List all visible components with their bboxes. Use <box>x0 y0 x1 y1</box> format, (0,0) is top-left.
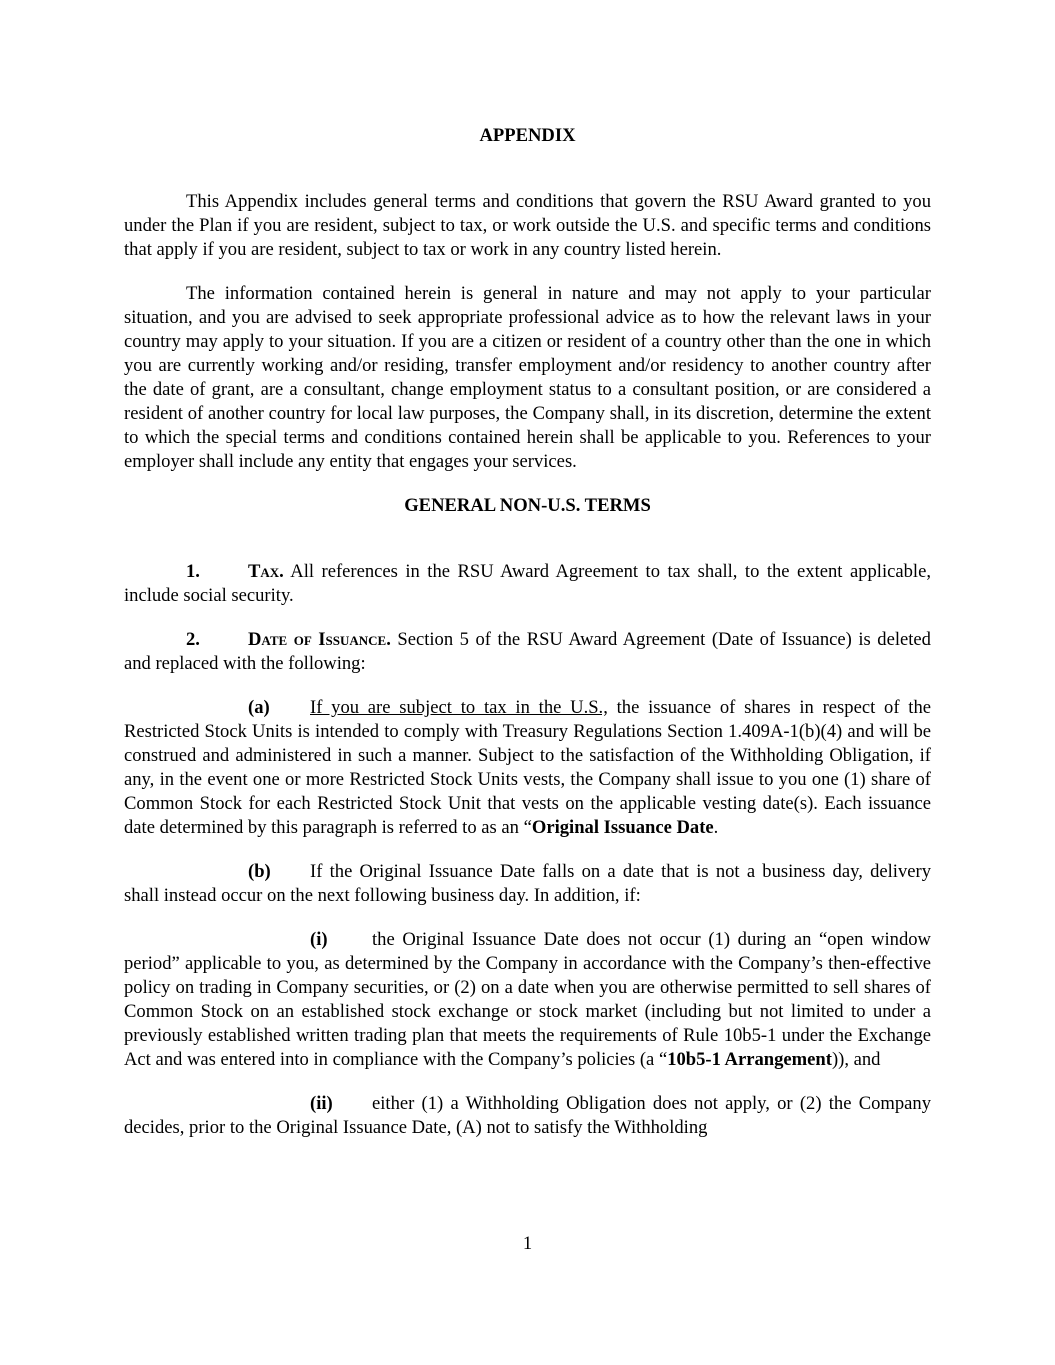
clause-a-text: the issuance of shares in respect of the Restricted Stock Units is intended to comply with Treasury Regulations Section 1.409A-1(b)(4) and will be construed and administered in such a manner. Subject to the satisfaction of the Withholding Obligation, if any, in the event one or more Restricted Stock Units vests, the Company shall issue to you one (1) share of Common Stock for each Restricted Stock Unit that vests on the applicable vesting date(s). Each issuance date determined by this paragraph is referred to as an “ <box>124 697 931 838</box>
section-2-paragraph <box>124 628 931 676</box>
section-1-paragraph <box>124 560 931 608</box>
clause-a-defined-term: Original Issuance Date <box>531 817 714 838</box>
clause-a-paragraph <box>124 696 931 840</box>
section-2-text: Section 5 of the RSU Award Agreement (Date of Issuance) is deleted and replaced with the following: <box>124 629 931 674</box>
page-title: APPENDIX <box>479 125 576 146</box>
section-1-number: 1. <box>186 561 200 582</box>
clause-i-label: (i) <box>310 929 328 950</box>
intro-paragraph-1: This Appendix includes general terms and conditions that govern the RSU Award granted to you under the Plan if you are resident, subject to tax, or work outside the U.S. and specific terms and conditions that apply if you are resident, subject to tax or work in any country listed herein. <box>124 191 931 260</box>
document-page <box>124 124 931 1140</box>
clause-b-paragraph <box>124 860 931 908</box>
section-2-number: 2. <box>186 629 200 650</box>
section-1-text: All references in the RSU Award Agreement to tax shall, to the extent applicable, include social security. <box>124 561 931 606</box>
clause-a-underlined: If you are subject to tax in the U.S., <box>310 697 608 718</box>
section-heading: GENERAL NON-U.S. TERMS <box>404 495 651 516</box>
clause-i-end: )), and <box>831 1049 881 1070</box>
clause-b-label: (b) <box>248 861 271 882</box>
clause-i-text: the Original Issuance Date does not occur (1) during an “open window period” applicable to you, as determined by the Company in accordance with the Company’s then-effective policy on trading in Company securities, or (2) on a date when you are otherwise permitted to sell shares of Common Stock on an established stock exchange or stock market (including but not limited to under a previously established written trading plan that meets the requirements of Rule 10b5-1 under the Exchange Act and was entered into in compliance with the Company’s policies (a “ <box>124 929 931 1070</box>
clause-ii-text: either (1) a Withholding Obligation does not apply, or (2) the Company decides, prior to the Original Issuance Date, (A) not to satisfy the Withholding <box>124 1093 931 1138</box>
clause-a-label: (a) <box>248 697 270 718</box>
clause-i-defined-term: 10b5-1 Arrangement <box>667 1049 832 1070</box>
clause-ii-label: (ii) <box>310 1093 333 1114</box>
clause-ii-paragraph <box>124 1092 931 1140</box>
page-number: 1 <box>522 1233 533 1254</box>
section-2-title: Date of Issuance. <box>248 629 391 650</box>
clause-b-text: If the Original Issuance Date falls on a date that is not a business day, delivery shall instead occur on the next following business day. In addition, if: <box>124 861 931 906</box>
clause-a-end: . <box>713 817 719 838</box>
clause-i-paragraph <box>124 928 931 1072</box>
intro-paragraph-2: The information contained herein is general in nature and may not apply to your particular situation, and you are advised to seek appropriate professional advice as to how the relevant laws in your country may apply to your situation. If you are a citizen or resident of a country other than the one in which you are currently working and/or residing, transfer employment and/or residency to another country after the date of grant, are a consultant, change employment status to a consultant position, or are considered a resident of another country for local law purposes, the Company shall, in its discretion, determine the extent to which the special terms and conditions contained herein shall be applicable to you. References to your employer shall include any entity that engages your services. <box>124 283 931 472</box>
section-1-title: Tax. <box>248 561 284 582</box>
